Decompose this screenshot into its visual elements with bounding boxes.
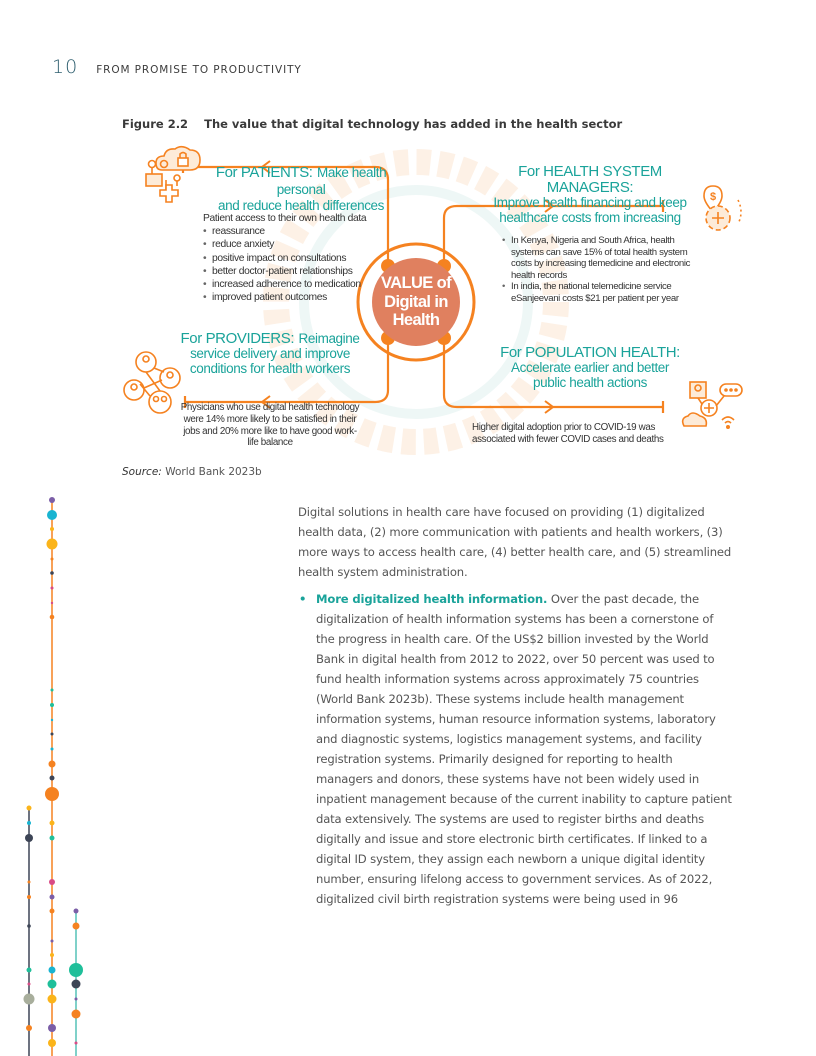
patients-heading: [196, 164, 406, 213]
running-title: FROM PROMISE TO PRODUCTIVITY: [96, 64, 302, 76]
managers-benefit-item: • In Kenya, Nigeria and South Africa, health systems can save 15% of total health system costs by increasing tlemedicine and electronic health records: [502, 235, 702, 281]
decorative-beads: [24, 497, 84, 1047]
figure-number: Figure 2.2: [122, 117, 189, 131]
population-heading-text: Accelerate earlier and better: [511, 360, 669, 376]
providers-heading-text: conditions for health workers: [189, 360, 351, 376]
managers-benefits: [502, 235, 702, 304]
body-text: [298, 502, 732, 916]
providers-heading: [180, 330, 360, 376]
source-text: World Bank 2023b: [165, 466, 262, 478]
cloud-lock-medical-icon: [146, 147, 200, 202]
patients-benefits: [203, 212, 373, 304]
managers-heading-text: healthcare costs from increasing: [499, 209, 681, 225]
patients-heading-lead: For PATIENTS:: [215, 164, 313, 181]
patients-heading-text: Make health personal: [276, 165, 387, 198]
population-heading: [490, 345, 690, 390]
center-label-line: Digital in: [384, 292, 448, 311]
providers-finding: Physicians who use digital health technology were 14% more likely to be satisfied in their jobs and 20% more like to have good work-life balance: [180, 402, 360, 449]
center-label-line: VALUE of: [380, 274, 452, 293]
health-workers-network-icon: [124, 352, 180, 413]
bullet-paragraph: [298, 589, 732, 909]
running-head: [52, 56, 302, 78]
figure-source: [122, 466, 262, 478]
center-label-line: Health: [392, 311, 440, 330]
bullet-text: Over the past decade, the digitalization of health information systems has been a cornerstone of the progress in health care. Of the US$2 billion invested by the World Bank in digital health from 2012 to 2022, over 50 percent was used to fund health information systems across approximately 75 countries (World Bank 2023b). These systems include health management information systems, human resource information systems, laboratory and diagnostic systems, logistics management systems, and facility registration systems. Primarily designed for reporting to health managers and donors, these systems have not been widely used in inpatient management because of the current inability to capture patient data extensively. The systems are used to register births and deaths digitally and issue and store electronic birth certificates. If linked to a digital ID system, they assign each newborn a unique digital identity number, ensuring lifelong access to government services. As of 2022, digitalized civil birth registration systems were being used in 96: [316, 592, 732, 906]
managers-heading-text: Improve health financing and keep: [493, 195, 687, 211]
patients-heading-text: and reduce health differences: [217, 197, 385, 213]
dollar-gear-icon: [704, 186, 741, 230]
managers-heading: [490, 164, 690, 226]
patients-benefit-item: • reassurance: [203, 225, 373, 238]
providers-heading-text: Reimagine: [298, 331, 360, 346]
bullet-dot-icon: •: [299, 592, 307, 606]
intro-paragraph: Digital solutions in health care have focused on providing (1) digitalized health data, (2) more communication with patients and health workers, (3) more ways to access health care, (4) better health care, and (5) streamlined health system administration.: [298, 505, 732, 579]
population-heading-text: public health actions: [533, 374, 647, 390]
figure-title: The value that digital technology has added in the health sector: [204, 117, 623, 131]
managers-benefit-item: • In india, the national telemedicine service eSanjeevani costs $21 per patient per year: [502, 281, 702, 304]
patients-benefit-item: • reduce anxiety: [203, 238, 373, 251]
source-label: Source:: [122, 466, 162, 478]
center-value-circle: [372, 258, 460, 346]
population-finding: Higher digital adoption prior to COVID-19 was associated with fewer COVID cases and deaths: [472, 422, 664, 445]
figure-caption: [122, 117, 622, 131]
providers-heading-text: service delivery and improve: [190, 346, 350, 362]
svg-text:$: $: [709, 191, 717, 203]
patients-benefit-item: • increased adherence to medication: [203, 278, 373, 291]
managers-heading-lead: For HEALTH SYSTEM MANAGERS:: [518, 163, 662, 197]
patients-benefit-item: • positive impact on consultations: [203, 252, 373, 265]
patients-benefit-item: • improved patient outcomes: [203, 291, 373, 304]
patients-benefit-item: • better doctor-patient relationships: [203, 265, 373, 278]
bullet-lead-in: More digitalized health information.: [316, 592, 548, 606]
telehealth-network-icon: [683, 382, 742, 428]
decorative-beaded-lines: [0, 490, 100, 1056]
providers-heading-lead: For PROVIDERS:: [180, 330, 295, 347]
page-number: 10: [52, 56, 79, 78]
population-heading-lead: For POPULATION HEALTH:: [500, 344, 680, 361]
patients-intro: Patient access to their own health data: [203, 213, 367, 224]
value-of-digital-health-diagram: [110, 140, 760, 460]
